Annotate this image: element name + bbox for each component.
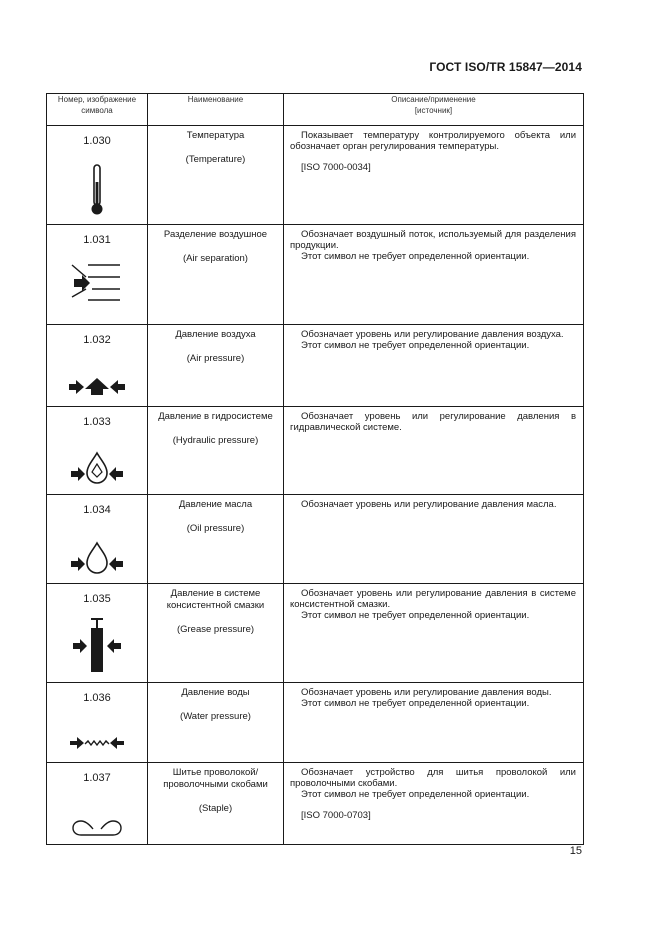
symbol-cell — [47, 325, 148, 407]
table-row — [47, 495, 584, 584]
name-cell — [148, 126, 284, 225]
air-pressure-icon — [47, 377, 147, 397]
table-row — [47, 407, 584, 495]
description-cell — [284, 683, 584, 763]
description-text: Обозначает устройство для шитья проволокой или проволочными скобами. — [290, 767, 576, 789]
col-header-number: Номер, изображение символа — [47, 94, 148, 126]
name-ru: Шитье проволокой/ проволочными скобами — [163, 767, 268, 790]
name-ru: Давление воды — [181, 687, 250, 698]
hydraulic-pressure-icon — [47, 451, 147, 485]
name-ru: Давление в системе консистентной смазки — [166, 588, 265, 611]
table-row — [47, 126, 584, 225]
description-cell — [284, 584, 584, 683]
source-ref: [ISO 7000-0703] — [301, 810, 371, 821]
symbol-cell — [47, 763, 148, 845]
description-text: Обозначает уровень или регулирование давления в гидравлической системе. — [290, 411, 576, 433]
description-cell — [284, 407, 584, 495]
table-row — [47, 763, 584, 845]
description-text: Обозначает уровень или регулирование давления воздуха. — [301, 329, 564, 340]
symbol-cell — [47, 126, 148, 225]
page-number: 15 — [569, 845, 582, 857]
symbol-cell — [47, 683, 148, 763]
description-cell — [284, 225, 584, 325]
symbols-table — [46, 93, 584, 845]
table-row — [47, 325, 584, 407]
description-text: Этот символ не требует определенной ориентации. — [301, 610, 530, 621]
water-pressure-icon — [47, 735, 147, 751]
description-cell — [284, 325, 584, 407]
description-text: Обозначает воздушный поток, используемый для разделения продукции. — [290, 229, 576, 251]
description-text: Этот символ не требует определенной ориентации. — [301, 251, 530, 262]
col-header-desc-line2: [источник] — [414, 106, 453, 115]
oil-pressure-icon — [47, 541, 147, 575]
name-cell — [148, 584, 284, 683]
name-ru: Давление в гидросистеме — [158, 411, 273, 422]
symbol-number: 1.030 — [83, 135, 111, 147]
name-cell — [148, 407, 284, 495]
description-cell — [284, 126, 584, 225]
symbol-number: 1.035 — [83, 593, 111, 605]
symbol-number: 1.031 — [83, 234, 111, 246]
symbol-number: 1.037 — [83, 772, 111, 784]
symbol-cell — [47, 225, 148, 325]
air-separation-icon — [47, 263, 147, 307]
description-text: Этот символ не требует определенной ориентации. — [301, 789, 530, 800]
grease-pressure-icon — [47, 616, 147, 674]
description-text: Показывает температуру контролируемого объекта или обозначает орган регулирования температуры. — [290, 130, 576, 152]
description-text: Этот символ не требует определенной ориентации. — [301, 340, 530, 351]
name-cell — [148, 683, 284, 763]
description-text: Обозначает уровень или регулирование давления масла. — [301, 499, 557, 510]
name-ru: Разделение воздушное — [163, 229, 268, 240]
name-ru: Давление воздуха — [175, 329, 256, 340]
thermometer-icon — [47, 164, 147, 216]
name-en: (Temperature) — [185, 154, 246, 165]
symbol-number: 1.036 — [83, 692, 111, 704]
symbol-number: 1.032 — [83, 334, 111, 346]
description-text: Обозначает уровень или регулирование давления воды. — [301, 687, 552, 698]
name-ru: Температура — [186, 130, 245, 141]
description-text: Этот символ не требует определенной ориентации. — [301, 698, 530, 709]
description-text: Обозначает уровень или регулирование давления в системе консистентной смазки. — [290, 588, 576, 610]
col-header-name: Наименование — [148, 94, 284, 126]
name-en: (Oil pressure) — [186, 523, 245, 534]
description-cell — [284, 495, 584, 584]
name-en: (Air pressure) — [186, 353, 245, 364]
symbol-number: 1.034 — [83, 504, 111, 516]
table-row — [47, 225, 584, 325]
name-cell — [148, 495, 284, 584]
symbol-cell — [47, 495, 148, 584]
name-ru: Давление масла — [178, 499, 253, 510]
table-header-row — [47, 94, 584, 126]
description-cell — [284, 763, 584, 845]
col-header-desc-line1: Описание/применение — [391, 95, 476, 104]
name-en: (Hydraulic pressure) — [172, 435, 259, 446]
symbol-cell — [47, 407, 148, 495]
symbol-number: 1.033 — [83, 416, 111, 428]
name-cell — [148, 325, 284, 407]
name-en: (Grease pressure) — [176, 624, 255, 635]
name-cell — [148, 763, 284, 845]
name-cell — [148, 225, 284, 325]
table-row — [47, 584, 584, 683]
col-header-description — [284, 94, 584, 126]
document-id: ГОСТ ISO/TR 15847—2014 — [429, 60, 582, 74]
name-en: (Water pressure) — [180, 711, 251, 722]
name-en: (Air separation) — [183, 253, 248, 264]
name-en: (Staple) — [198, 803, 233, 814]
table-row — [47, 683, 584, 763]
staple-icon — [47, 817, 147, 837]
source-ref: [ISO 7000-0034] — [301, 162, 371, 173]
symbol-cell — [47, 584, 148, 683]
